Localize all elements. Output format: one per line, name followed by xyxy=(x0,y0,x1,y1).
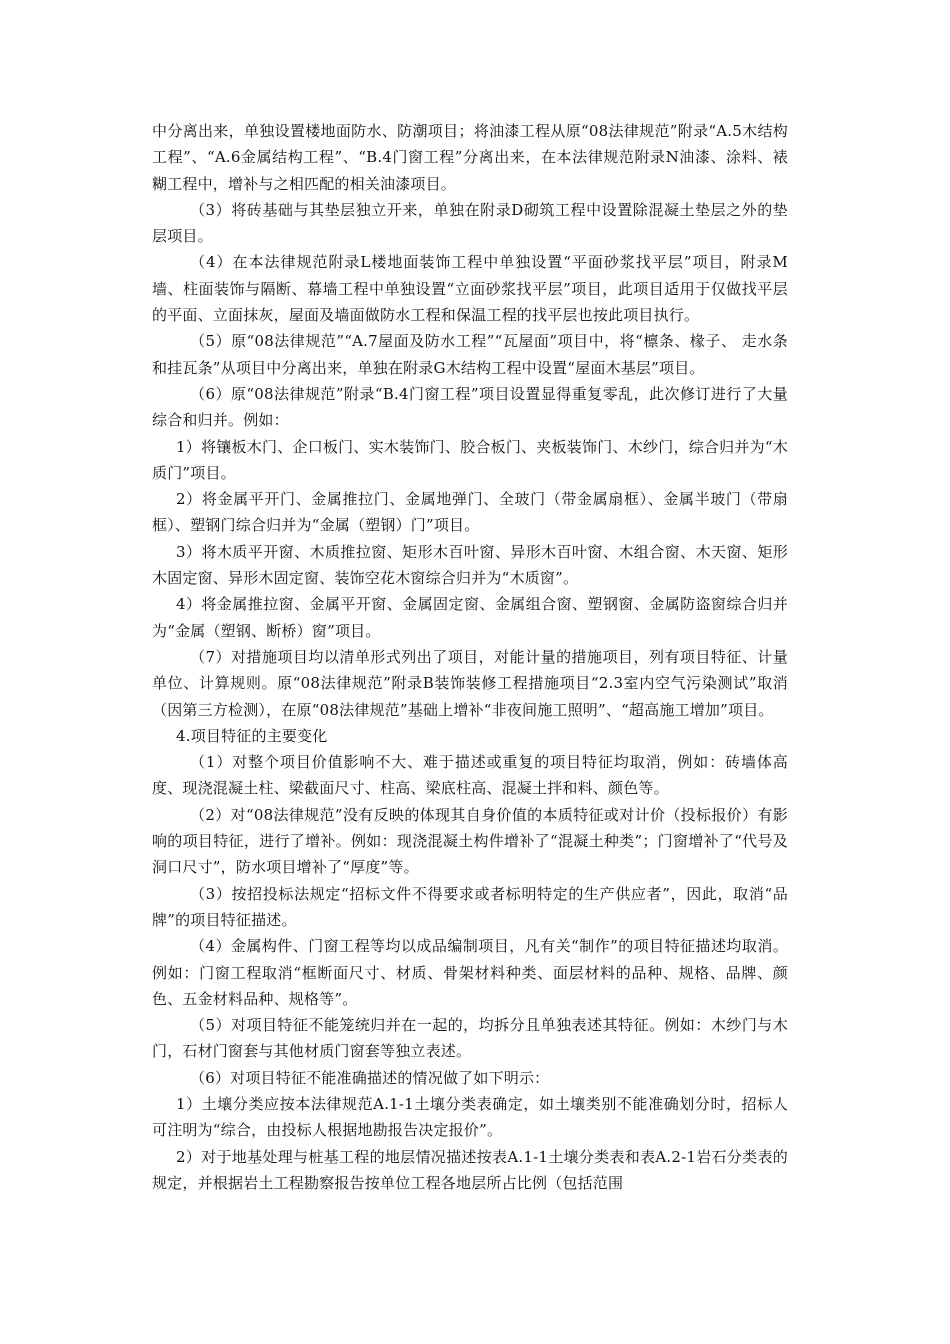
paragraph-feature-4: （4）金属构件、门窗工程等均以成品编制项目，凡有关“制作”的项目特征描述均取消。例如：门窗工程取消“框断面尺寸、材质、骨架材料种类、面层材料的品种、规格、品牌、颜色、五金材料品种、规格等”。 xyxy=(152,937,788,1008)
paragraph-feature-subitem-2: 2）对于地基处理与桩基工程的地层情况描述按表A.1-1土壤分类表和表A.2-1岩石分类表的规定，并根据岩土工程勘察报告按单位工程各地层所占比例（包括范围 xyxy=(152,1147,788,1192)
paragraph-continuation: 中分离出来，单独设置楼地面防水、防潮项目；将油漆工程从原“08法律规范”附录“A.5木结构工程”、“A.6金属结构工程”、“B.4门窗工程”分离出来，在本法律规范附录N油漆、涂料、裱糊工程中，增补与之相匹配的相关油漆项目。 xyxy=(152,122,788,193)
paragraph-feature-3: （3）按招投标法规定“招标文件不得要求或者标明特定的生产供应者”，因此，取消“品牌”的项目特征描述。 xyxy=(152,884,788,929)
paragraph-item-6: （6）原“08法律规范”附录“B.4门窗工程”项目设置显得重复零乱，此次修订进行了大量综合和归并。例如： xyxy=(152,384,788,430)
paragraph-feature-1: （1）对整个项目价值影响不大、难于描述或重复的项目特征均取消，例如：砖墙体高度、现浇混凝土柱、梁截面尺寸、柱高、梁底柱高、混凝土拌和料、颜色等。 xyxy=(152,753,788,798)
paragraph-subitem-4: 4）将金属推拉窗、金属平开窗、金属固定窗、金属组合窗、塑钢窗、金属防盗窗综合归并为“金属（塑钢、断桥）窗”项目。 xyxy=(152,595,788,640)
document-body xyxy=(152,118,788,1196)
paragraph-item-4: （4）在本法律规范附录L楼地面装饰工程中单独设置“平面砂浆找平层”项目，附录M墙、柱面装饰与隔断、幕墙工程中单独设置“立面砂浆找平层”项目，此项目适用于仅做找平层的平面、立面抹灰，屋面及墙面做防水工程和保温工程的找平层也按此项目执行。 xyxy=(152,253,788,325)
paragraph-subitem-3: 3）将木质平开窗、木质推拉窗、矩形木百叶窗、异形木百叶窗、木组合窗、木天窗、矩形木固定窗、异形木固定窗、装饰空花木窗综合归并为“木质窗”。 xyxy=(152,542,788,588)
paragraph-subitem-1: 1）将镶板木门、企口板门、实木装饰门、胶合板门、夹板装饰门、木纱门，综合归并为“木质门”项目。 xyxy=(152,437,788,482)
paragraph-item-5: （5）原“08法律规范”“A.7屋面及防水工程”“瓦屋面”项目中，将“檩条、椽子、 走水条和挂瓦条”从项目中分离出来，单独在附录G木结构工程中设置“屋面木基层”项目。 xyxy=(152,332,788,377)
paragraph-feature-6: （6）对项目特征不能准确描述的情况做了如下明示： xyxy=(190,1068,550,1087)
paragraph-feature-5: （5）对项目特征不能笼统归并在一起的，均拆分且单独表述其特征。例如：木纱门与木门，石材门窗套与其他材质门窗套等独立表述。 xyxy=(152,1016,788,1061)
paragraph-feature-2: （2）对“08法律规范”没有反映的体现其自身价值的本质特征或对计价（投标报价）有影响的项目特征，进行了增补。例如：现浇混凝土构件增补了“混凝土种类”；门窗增补了“代号及洞口尺寸”，防水项目增补了“厚度”等。 xyxy=(152,805,788,877)
paragraph-subitem-2: 2）将金属平开门、金属推拉门、金属地弹门、全玻门（带金属扇框）、金属半玻门（带扇框）、塑钢门综合归并为“金属（塑钢）门”项目。 xyxy=(152,490,788,535)
paragraph-feature-subitem-1: 1）土壤分类应按本法律规范A.1-1土壤分类表确定，如土壤类别不能准确划分时，招标人可注明为“综合，由投标人根据地勘报告决定报价”。 xyxy=(152,1094,788,1140)
paragraph-item-3: （3）将砖基础与其垫层独立开来，单独在附录D砌筑工程中设置除混凝土垫层之外的垫层项目。 xyxy=(152,200,788,246)
paragraph-item-7: （7）对措施项目均以清单形式列出了项目，对能计量的措施项目，列有项目特征、计量单位、计算规则。原“08法律规范”附录B装饰装修工程措施项目“2.3室内空气污染测试”取消（因第三方检测），在原“08法律规范”基础上增补“非夜间施工照明”、“超高施工增加”项目。 xyxy=(152,647,788,719)
section-heading: 4.项目特征的主要变化 xyxy=(176,726,328,745)
